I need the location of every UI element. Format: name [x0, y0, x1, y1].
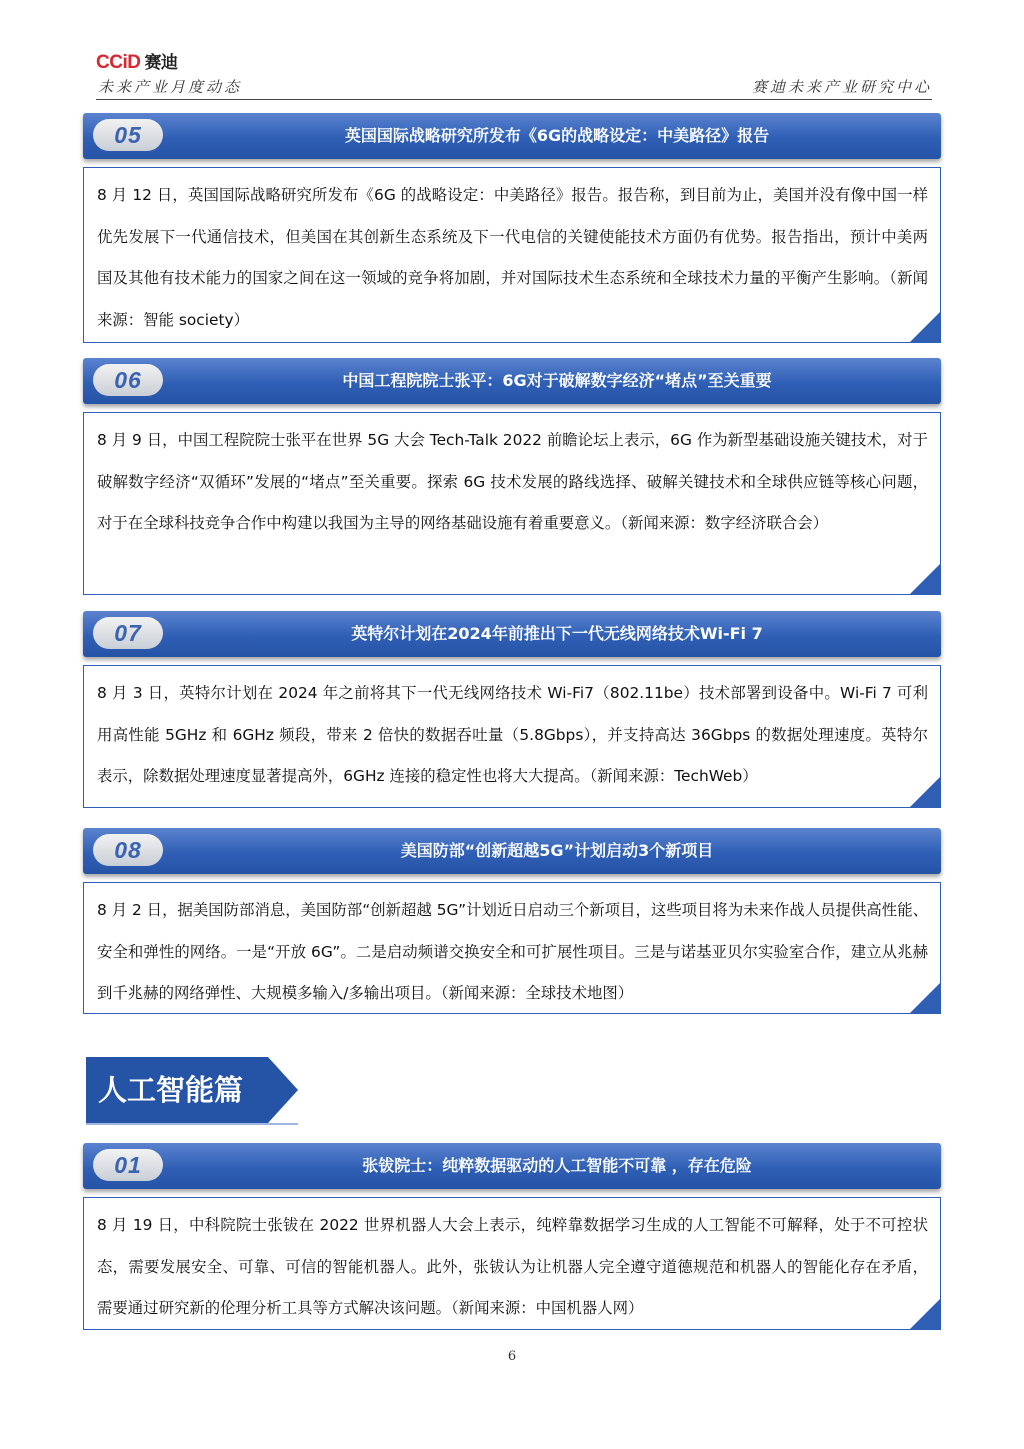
news-number-badge: 07: [93, 617, 163, 649]
section-title: 人工智能篇: [98, 1073, 244, 1107]
news-body: 8 月 12 日，英国国际战略研究所发布《6G 的战略设定：中美路径》报告。报告称，到目前为止，美国并没有像中国一样优先发展下一代通信技术，但美国在其创新生态系统及下一代电信的关键使能技术方面仍有优势。报告指出，预计中美两国及其他有技术能力的国家之间在这一领域的竞争将加剧，并对国际技术生态系统和全球技术力量的平衡产生影响。（新闻来源：智能 society）: [97, 186, 928, 329]
news-title: 中国工程院院士张平：6G对于破解数字经济“堵点”至关重要: [342, 371, 772, 390]
news-body: 8 月 19 日，中科院院士张钹在 2022 世界机器人大会上表示，纯粹靠数据学习生成的人工智能不可解释，处于不可控状态，需要发展安全、可靠、可信的智能机器人。此外，张钹认为让机器人完全遵守道德规范和机器人的智能化存在矛盾，需要通过研究新的伦理分析工具等方式解决该问题。（新闻来源：中国机器人网）: [97, 1216, 928, 1317]
news-number-badge: 01: [93, 1149, 163, 1181]
news-title-bar: [83, 113, 941, 159]
ccid-logo: [96, 48, 177, 74]
corner-triangle-decoration: [910, 1299, 940, 1329]
news-body: 8 月 9 日，中国工程院院士张平在世界 5G 大会 Tech-Talk 2022 前瞻论坛上表示，6G 作为新型基础设施关键技术，对于破解数字经济“双循环”发展的“堵点”至关重要。探索 6G 技术发展的路线选择、破解关键技术和全球供应链等核心问题，对于在全球科技竞争合作中构建以我国为主导的网络基础设施有着重要意义。（新闻来源：数字经济联合会）: [97, 431, 928, 532]
news-item-07: [83, 611, 941, 808]
corner-triangle-decoration: [910, 564, 940, 594]
news-number-badge: 05: [93, 119, 163, 151]
news-body-box: [83, 1197, 941, 1330]
section-underline: [86, 1123, 298, 1125]
news-body-box: [83, 167, 941, 343]
news-title: 美国防部“创新超越5G”计划启动3个新项目: [400, 841, 714, 860]
page-header: [96, 46, 932, 102]
news-title: 英特尔计划在2024年前推出下一代无线网络技术Wi-Fi 7: [351, 624, 763, 643]
news-body: 8 月 3 日，英特尔计划在 2024 年之前将其下一代无线网络技术 Wi-Fi7（802.11be）技术部署到设备中。Wi-Fi 7 可利用高性能 5GHz 和 6GHz 频段，带来 2 倍快的数据吞吐量（5.8Gbps），并支持高达 36Gbps 的数据处理速度。英特尔表示，除数据处理速度显著提高外，6GHz 连接的稳定性也将大大提高。（新闻来源：TechWeb）: [97, 684, 928, 785]
news-body-box: [83, 412, 941, 595]
logo-text: CCiD: [96, 52, 141, 73]
news-item-06: [83, 358, 941, 595]
news-item-08: [83, 828, 941, 1014]
header-rule: [96, 99, 932, 100]
news-body: 8 月 2 日，据美国防部消息，美国防部“创新超越 5G”计划近日启动三个新项目，这些项目将为未来作战人员提供高性能、安全和弹性的网络。一是“开放 6G”。二是启动频谱交换安全和可扩展性项目。三是与诺基亚贝尔实验室合作，建立从兆赫到千兆赫的网络弹性、大规模多输入/多输出项目。（新闻来源：全球技术地图）: [97, 901, 928, 1002]
news-title: 英国国际战略研究所发布《6G的战略设定：中美路径》报告: [344, 126, 770, 145]
logo-cn: 赛迪: [144, 53, 178, 73]
organization-name: 赛迪未来产业研究中心: [751, 78, 932, 96]
corner-triangle-decoration: [910, 777, 940, 807]
news-body-box: [83, 882, 941, 1014]
publication-name: 未来产业月度动态: [98, 78, 243, 96]
corner-triangle-decoration: [910, 312, 940, 342]
news-number-badge: 06: [93, 364, 163, 396]
news-body-box: [83, 665, 941, 808]
news-item-05: [83, 113, 941, 343]
news-title: 张钹院士：纯粹数据驱动的人工智能不可靠 ，存在危险: [362, 1156, 752, 1175]
section-header-ai: [86, 1057, 298, 1123]
news-number-badge: 08: [93, 834, 163, 866]
news-title-bar: [83, 1143, 941, 1189]
page-number: 6: [507, 1349, 517, 1364]
news-title-bar: [83, 358, 941, 404]
ai-item-01: [83, 1143, 941, 1330]
corner-triangle-decoration: [910, 983, 940, 1013]
news-title-bar: [83, 611, 941, 657]
news-title-bar: [83, 828, 941, 874]
